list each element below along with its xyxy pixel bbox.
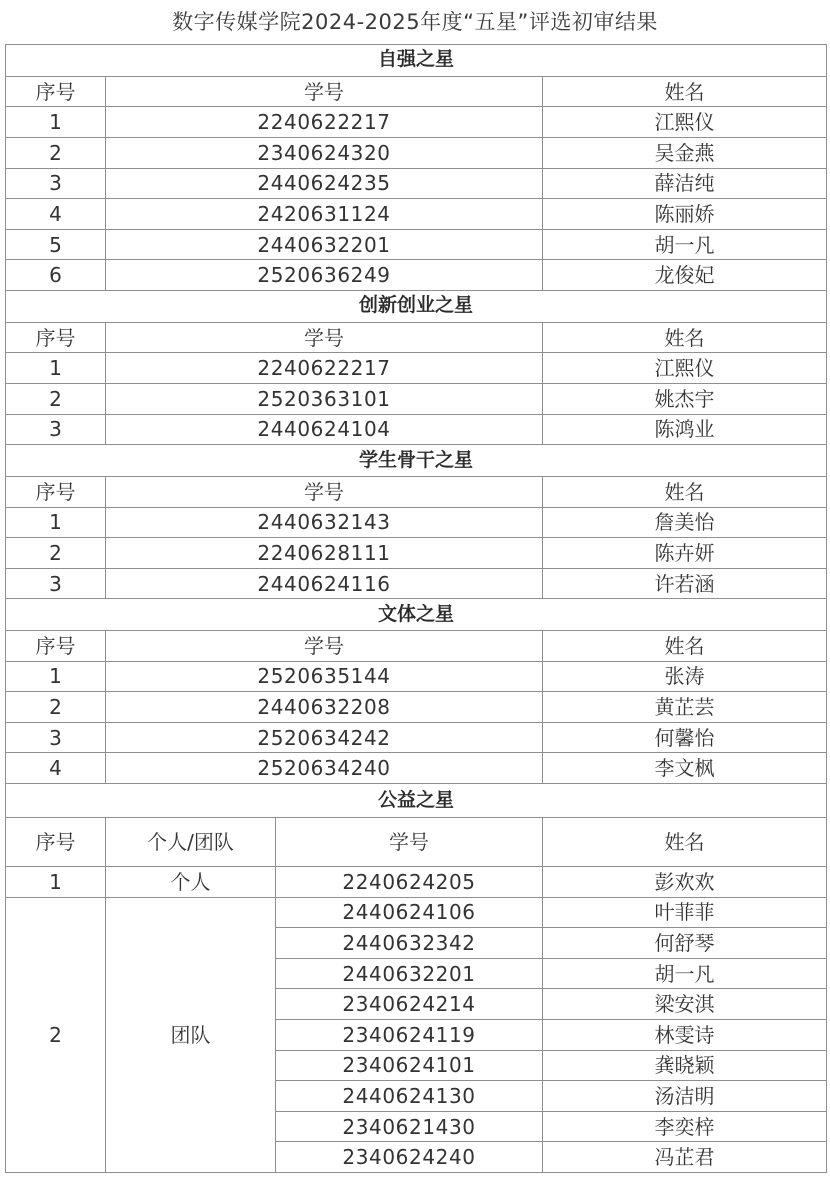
student-id-cell: 2440624104 [106, 414, 543, 445]
table-row [6, 568, 827, 599]
student-id-cell: 2340624214 [276, 989, 543, 1020]
student-id-cell: 2520635144 [106, 661, 543, 692]
section-title: 文体之星 [6, 599, 827, 631]
results-table-body [6, 45, 827, 1173]
student-id-cell: 2440632208 [106, 692, 543, 723]
name-cell: 吴金燕 [543, 137, 827, 168]
name-cell: 林雯诗 [543, 1020, 827, 1051]
table-row [6, 260, 827, 291]
student-id-cell: 2440632342 [276, 928, 543, 959]
student-id-header: 学号 [106, 76, 543, 107]
section-title: 公益之星 [6, 784, 827, 818]
index-cell: 1 [6, 353, 106, 384]
table-row [6, 107, 827, 138]
student-id-cell: 2420631124 [106, 199, 543, 230]
student-id-header: 学号 [106, 631, 543, 662]
index-cell: 2 [6, 137, 106, 168]
student-id-cell: 2440624235 [106, 168, 543, 199]
section-title-row [6, 45, 827, 77]
name-cell: 陈鸿业 [543, 414, 827, 445]
index-cell: 4 [6, 753, 106, 784]
section-title-row [6, 599, 827, 631]
student-id-cell: 2440632143 [106, 507, 543, 538]
student-id-cell: 2440632201 [276, 958, 543, 989]
table-row [6, 897, 827, 928]
table-row [6, 507, 827, 538]
student-id-cell: 2440624116 [106, 568, 543, 599]
section-title: 学生骨干之星 [6, 445, 827, 477]
name-cell: 叶菲菲 [543, 897, 827, 928]
name-cell: 何舒琴 [543, 928, 827, 959]
name-header: 姓名 [543, 818, 827, 867]
name-cell: 龙俊妃 [543, 260, 827, 291]
name-cell: 彭欢欢 [543, 867, 827, 898]
name-cell: 冯芷君 [543, 1142, 827, 1173]
name-header: 姓名 [543, 76, 827, 107]
page-title: 数字传媒学院2024-2025年度“五星”评选初审结果 [172, 10, 658, 34]
results-table [5, 44, 827, 1173]
table-row [6, 353, 827, 384]
name-header: 姓名 [543, 322, 827, 353]
student-id-cell: 2240628111 [106, 538, 543, 569]
table-row [6, 168, 827, 199]
name-cell: 龚晓颖 [543, 1050, 827, 1081]
table-row [6, 661, 827, 692]
index-cell: 3 [6, 568, 106, 599]
header-row [6, 322, 827, 353]
table-row [6, 692, 827, 723]
index-cell: 2 [6, 692, 106, 723]
name-cell: 江熙仪 [543, 353, 827, 384]
table-row [6, 229, 827, 260]
header-row [6, 476, 827, 507]
name-cell: 李文枫 [543, 753, 827, 784]
student-id-cell: 2520634242 [106, 722, 543, 753]
student-id-cell: 2340624119 [276, 1020, 543, 1051]
name-cell: 胡一凡 [543, 229, 827, 260]
name-cell: 姚杰宇 [543, 383, 827, 414]
student-id-header: 学号 [106, 476, 543, 507]
table-row [6, 538, 827, 569]
name-cell: 何馨怡 [543, 722, 827, 753]
name-cell: 黄芷芸 [543, 692, 827, 723]
index-cell: 1 [6, 867, 106, 898]
index-cell: 2 [6, 538, 106, 569]
table-row [6, 199, 827, 230]
student-id-cell: 2520634240 [106, 753, 543, 784]
student-id-cell: 2240622217 [106, 107, 543, 138]
name-cell: 詹美怡 [543, 507, 827, 538]
section-title-row [6, 445, 827, 477]
index-cell: 1 [6, 507, 106, 538]
section-title-row [6, 784, 827, 818]
type-header: 个人/团队 [106, 818, 276, 867]
index-cell: 3 [6, 414, 106, 445]
index-cell: 1 [6, 107, 106, 138]
student-id-cell: 2520636249 [106, 260, 543, 291]
header-row [6, 631, 827, 662]
team-type-cell: 团队 [106, 897, 276, 1172]
index-cell: 1 [6, 661, 106, 692]
name-cell: 张涛 [543, 661, 827, 692]
index-header: 序号 [6, 476, 106, 507]
index-cell: 5 [6, 229, 106, 260]
index-header: 序号 [6, 631, 106, 662]
name-header: 姓名 [543, 631, 827, 662]
table-row [6, 753, 827, 784]
table-row [6, 414, 827, 445]
name-cell: 汤洁明 [543, 1081, 827, 1112]
name-header: 姓名 [543, 476, 827, 507]
header-row [6, 818, 827, 867]
index-cell: 2 [6, 383, 106, 414]
name-cell: 陈丽娇 [543, 199, 827, 230]
index-cell: 3 [6, 722, 106, 753]
student-id-cell: 2240622217 [106, 353, 543, 384]
name-cell: 梁安淇 [543, 989, 827, 1020]
student-id-cell: 2440624130 [276, 1081, 543, 1112]
table-row [6, 383, 827, 414]
team-index-cell: 2 [6, 897, 106, 1172]
table-row [6, 722, 827, 753]
student-id-cell: 2440624106 [276, 897, 543, 928]
student-id-cell: 2520363101 [106, 383, 543, 414]
student-id-cell: 2340624101 [276, 1050, 543, 1081]
name-cell: 江熙仪 [543, 107, 827, 138]
name-cell: 陈卉妍 [543, 538, 827, 569]
type-cell: 个人 [106, 867, 276, 898]
index-header: 序号 [6, 818, 106, 867]
index-cell: 4 [6, 199, 106, 230]
student-id-cell: 2340624320 [106, 137, 543, 168]
index-cell: 6 [6, 260, 106, 291]
table-row [6, 137, 827, 168]
section-title: 自强之星 [6, 45, 827, 77]
table-row [6, 867, 827, 898]
name-cell: 许若涵 [543, 568, 827, 599]
student-id-cell: 2340621430 [276, 1111, 543, 1142]
name-cell: 薛洁纯 [543, 168, 827, 199]
section-title: 创新创业之星 [6, 290, 827, 322]
student-id-cell: 2440632201 [106, 229, 543, 260]
student-id-cell: 2240624205 [276, 867, 543, 898]
index-header: 序号 [6, 322, 106, 353]
index-header: 序号 [6, 76, 106, 107]
student-id-cell: 2340624240 [276, 1142, 543, 1173]
student-id-header: 学号 [276, 818, 543, 867]
student-id-header: 学号 [106, 322, 543, 353]
header-row [6, 76, 827, 107]
section-title-row [6, 290, 827, 322]
name-cell: 李奕梓 [543, 1111, 827, 1142]
name-cell: 胡一凡 [543, 958, 827, 989]
index-cell: 3 [6, 168, 106, 199]
